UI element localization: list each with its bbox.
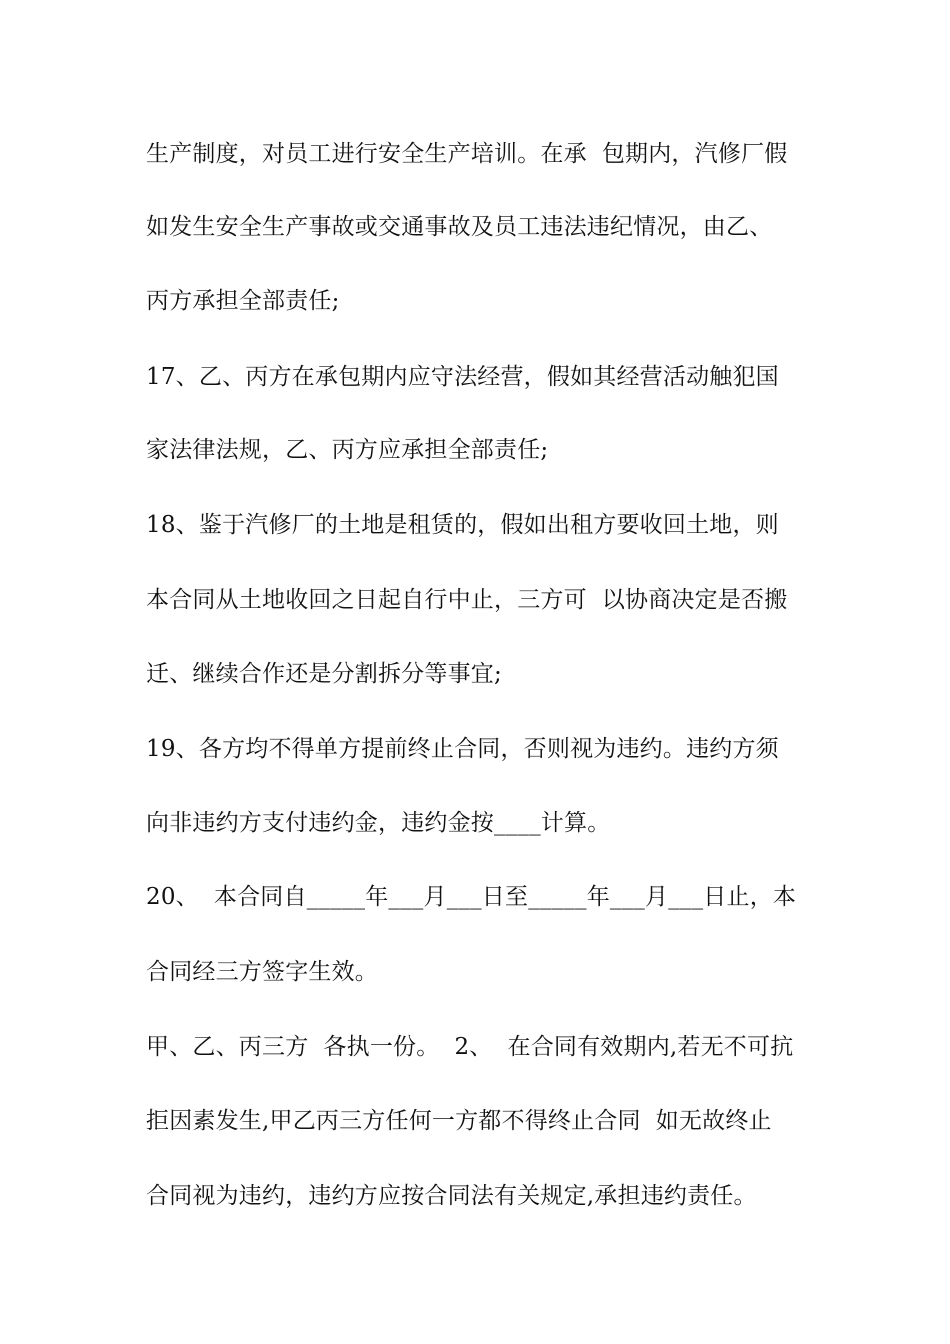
text-line-6: 18、鉴于汽修厂的土地是租赁的，假如出租方要收回土地，则 bbox=[146, 512, 779, 538]
text-line-8: 迁、继续合作还是分割拆分等事宜; bbox=[146, 661, 502, 687]
text-line-13: 甲、乙、丙三方 各执一份。 2、 在合同有效期内,若无不可抗 bbox=[146, 1034, 794, 1060]
text-line-2: 如发生安全生产事故或交通事故及员工违法违纪情况，由乙、 bbox=[146, 214, 773, 240]
text-line-4: 17、乙、丙方在承包期内应守法经营，假如其经营活动触犯国 bbox=[146, 364, 779, 390]
text-line-9: 19、各方均不得单方提前终止合同，否则视为违约。违约方须 bbox=[146, 736, 779, 762]
text-line-7: 本合同从土地收回之日起自行中止，三方可 以协商决定是否搬 bbox=[146, 587, 788, 613]
text-line-3: 丙方承担全部责任; bbox=[146, 288, 340, 314]
text-line-15: 合同视为违约，违约方应按合同法有关规定,承担违约责任。 bbox=[146, 1183, 757, 1209]
text-line-1: 生产制度，对员工进行安全生产培训。在承 包期内，汽修厂假 bbox=[146, 141, 788, 167]
text-line-5: 家法律法规，乙、丙方应承担全部责任; bbox=[146, 437, 549, 463]
text-line-11: 20、 本合同自_____年___月___日至_____年___月___日止，本 bbox=[146, 884, 797, 910]
text-line-14: 拒因素发生,甲乙丙三方任何一方都不得终止合同 如无故终止 bbox=[146, 1108, 772, 1134]
text-line-10: 向非违约方支付违约金，违约金按____计算。 bbox=[146, 810, 611, 836]
text-line-12: 合同经三方签字生效。 bbox=[146, 959, 378, 985]
